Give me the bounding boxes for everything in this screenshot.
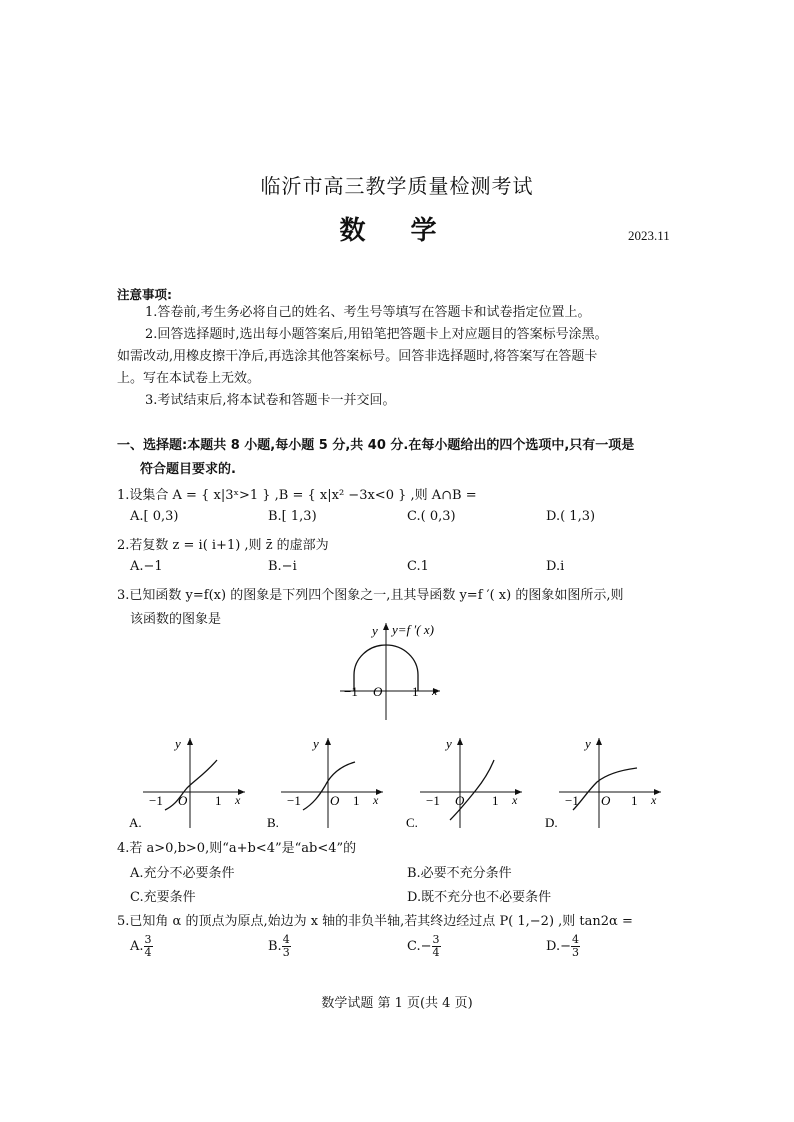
denominator: 4 <box>432 946 440 959</box>
tick-1: 1 <box>412 684 419 699</box>
denominator: 3 <box>282 946 290 959</box>
q1-option-a: A.[ 0,3) <box>130 509 179 524</box>
y-axis-arrow-icon <box>187 738 193 745</box>
function-label: y=f ′( x) <box>392 622 434 637</box>
x-label: x <box>512 793 518 807</box>
fraction <box>144 934 153 959</box>
fraction <box>432 934 441 959</box>
q4-option-b: B.必要不充分条件 <box>407 866 512 881</box>
q5-option-c <box>407 934 441 959</box>
x-label: x <box>651 793 657 807</box>
numerator: 4 <box>282 933 290 946</box>
origin-label: O <box>601 793 611 808</box>
q4-stem: 4.若 a>0,b>0,则“a+b<4”是“ab<4”的 <box>117 841 357 856</box>
fraction <box>282 934 291 959</box>
origin-label: O <box>330 793 340 808</box>
tick-neg1: −1 <box>344 684 358 699</box>
exam-date: 2023.11 <box>628 228 670 243</box>
origin-label: O <box>373 684 383 699</box>
q2-option-d: D.i <box>546 559 565 574</box>
x-label: x <box>373 793 379 807</box>
option-b-label: B. <box>267 815 279 830</box>
fraction <box>571 934 580 959</box>
q1-option-d: D.( 1,3) <box>546 509 596 524</box>
x-label: x <box>235 793 241 807</box>
y-label: y <box>585 736 591 751</box>
option-graph-b <box>263 730 388 830</box>
note-2-end: 上。写在本试卷上无效。 <box>117 371 261 386</box>
y-axis-arrow-icon <box>596 738 602 745</box>
y-axis-arrow-icon <box>325 738 331 745</box>
option-graph-c <box>402 730 527 830</box>
section-heading-line2: 符合题目要求的. <box>140 462 236 477</box>
q2-option-a: A.−1 <box>130 559 163 574</box>
q2-option-c: C.1 <box>407 559 429 574</box>
option-letter: D. <box>546 939 561 954</box>
q4-option-c: C.充要条件 <box>130 890 196 905</box>
origin-label: O <box>178 793 188 808</box>
option-letter: B. <box>268 939 282 954</box>
option-a-label: A. <box>129 815 142 830</box>
tick-1: 1 <box>631 793 638 808</box>
q4-option-a: A.充分不必要条件 <box>130 866 235 881</box>
tick-neg1: −1 <box>149 793 163 808</box>
q5-option-a <box>130 934 153 959</box>
tick-neg1: −1 <box>565 793 579 808</box>
notes-heading: 注意事项: <box>117 287 172 302</box>
option-graph-a <box>125 730 250 830</box>
q5-option-b <box>268 934 291 959</box>
y-axis-arrow-icon <box>457 738 463 745</box>
q5-option-d <box>546 934 580 959</box>
tick-1: 1 <box>215 793 222 808</box>
numerator: 3 <box>144 933 152 946</box>
y-label: y <box>175 736 181 751</box>
numerator: 4 <box>572 933 579 946</box>
y-label: y <box>372 623 378 638</box>
tick-neg1: −1 <box>426 793 440 808</box>
numerator: 3 <box>432 933 440 946</box>
q5-stem: 5.已知角 α 的顶点为原点,始边为 x 轴的非负半轴,若其终边经过点 P( 1,−2) ,则 tan2α = <box>117 914 633 929</box>
denominator: 4 <box>144 946 152 959</box>
q3-stem-line1: 3.已知函数 y=f(x) 的图象是下列四个图象之一,且其导函数 y=f ′( x) 的图象如图所示,则 <box>117 588 624 603</box>
curve-c <box>450 760 494 820</box>
y-label: y <box>313 736 319 751</box>
exam-title: 临沂市高三教学质量检测考试 <box>260 174 534 198</box>
q2-option-b: B.−i <box>268 559 297 574</box>
option-c-label: C. <box>406 815 418 830</box>
option-letter: A. <box>130 939 144 954</box>
option-d-label: D. <box>545 815 558 830</box>
tick-neg1: −1 <box>287 793 301 808</box>
curve-b <box>303 762 355 810</box>
note-2-cont: 如需改动,用橡皮擦干净后,再选涂其他答案标号。回答非选择题时,将答案写在答题卡 <box>117 349 598 364</box>
denominator: 3 <box>572 946 579 959</box>
option-graph-d <box>541 730 666 830</box>
page-footer: 数学试题 第 1 页(共 4 页) <box>321 996 473 1011</box>
derivative-graph <box>330 615 450 725</box>
tick-1: 1 <box>492 793 499 808</box>
option-sign: − <box>420 939 432 954</box>
section-heading <box>117 434 687 482</box>
subject-title: 数 学 <box>339 216 455 246</box>
note-3: 3.考试结束后,将本试卷和答题卡一并交回。 <box>145 393 396 408</box>
tick-1: 1 <box>353 793 360 808</box>
q2-stem: 2.若复数 z = i( i+1) ,则 z̄ 的虚部为 <box>117 538 329 553</box>
y-label: y <box>446 736 452 751</box>
x-label: x <box>432 684 438 698</box>
q3-stem-line2: 该函数的图象是 <box>130 612 222 627</box>
note-1: 1.答卷前,考生务必将自己的姓名、考生号等填写在答题卡和试卷指定位置上。 <box>145 305 591 320</box>
origin-label: O <box>455 793 465 808</box>
section-heading-line1: 一、选择题:本题共 8 小题,每小题 5 分,共 40 分.在每小题给出的四个选项中,只有一项是 <box>117 438 635 453</box>
q1-option-b: B.[ 1,3) <box>268 509 317 524</box>
q4-option-d: D.既不充分也不必要条件 <box>407 890 552 905</box>
curve-a <box>165 760 217 810</box>
q1-option-c: C.( 0,3) <box>407 509 456 524</box>
y-axis-arrow-icon <box>383 623 389 630</box>
q1-stem: 1.设集合 A = { x|3ˣ>1 } ,B = { x|x² −3x<0 } ,则 A∩B = <box>117 488 477 503</box>
option-sign: − <box>560 939 571 954</box>
note-2: 2.回答选择题时,选出每小题答案后,用铅笔把答题卡上对应题目的答案标号涂黑。 <box>145 327 608 342</box>
option-letter: C. <box>407 939 421 954</box>
